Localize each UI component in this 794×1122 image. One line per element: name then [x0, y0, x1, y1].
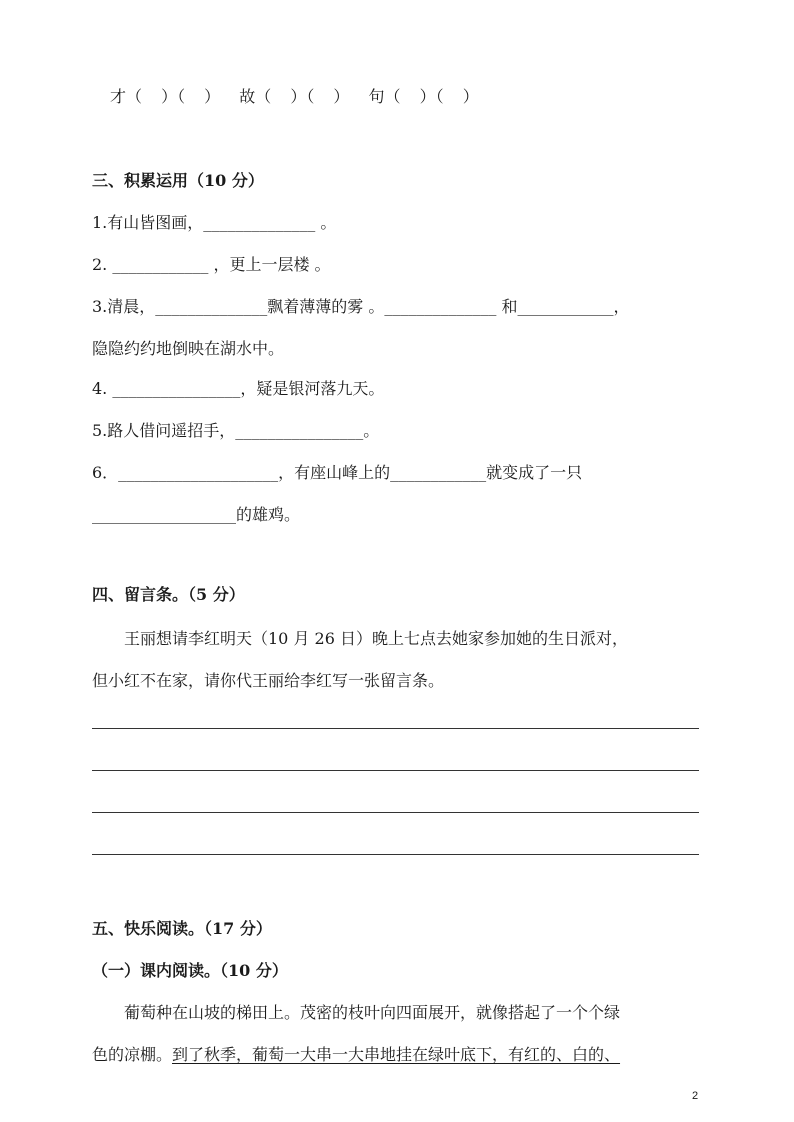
section4-heading: 四、留言条。（5 分） — [92, 585, 245, 604]
fill-in-item-4: 4. ________________，疑是银河落九天。 — [92, 379, 385, 398]
fill-in-item-6: 6．____________________，有座山峰上的____________就变成了一只 — [92, 463, 583, 482]
reading-passage-plain-text: 色的凉棚。 — [92, 1045, 173, 1064]
fill-in-item-5: 5.路人借问遥招手，________________。 — [92, 421, 380, 440]
page-number: 2 — [692, 1090, 699, 1102]
reading-passage-line-2 — [92, 1044, 620, 1066]
note-prompt-line-1: 王丽想请李红明天（10 月 26 日）晚上七点去她家参加她的生日派对， — [124, 629, 628, 648]
character-blanks-line: 才（ ）（ ） 故（ ）（ ） 句（ ）（ ） — [110, 87, 479, 106]
section5-subheading: （一）课内阅读。（10 分） — [92, 961, 288, 980]
fill-in-item-2: 2. ____________ ，更上一层楼 。 — [92, 255, 331, 274]
reading-passage-line-1: 葡萄种在山坡的梯田上。茂密的枝叶向四面展开，就像搭起了一个个绿 — [124, 1003, 621, 1022]
fill-in-item-3: 3.清晨，______________飘着薄薄的雾 。______________ 和____________， — [92, 297, 630, 316]
writing-line-4 — [92, 854, 699, 855]
section3-heading: 三、积累运用（10 分） — [92, 171, 264, 190]
note-prompt-line-2: 但小红不在家，请你代王丽给李红写一张留言条。 — [92, 671, 445, 690]
writing-line-3 — [92, 812, 699, 813]
fill-in-item-1: 1.有山皆图画，______________ 。 — [92, 213, 337, 232]
writing-line-1 — [92, 728, 699, 729]
fill-in-item-6-continued: __________________的雄鸡。 — [92, 505, 301, 524]
writing-line-2 — [92, 770, 699, 771]
fill-in-item-3-continued: 隐隐约约地倒映在湖水中。 — [92, 339, 285, 358]
section5-heading: 五、快乐阅读。（17 分） — [92, 919, 272, 938]
reading-passage-underlined-text: 到了秋季，葡萄一大串一大串地挂在绿叶底下，有红的、白的、 — [172, 1045, 621, 1064]
